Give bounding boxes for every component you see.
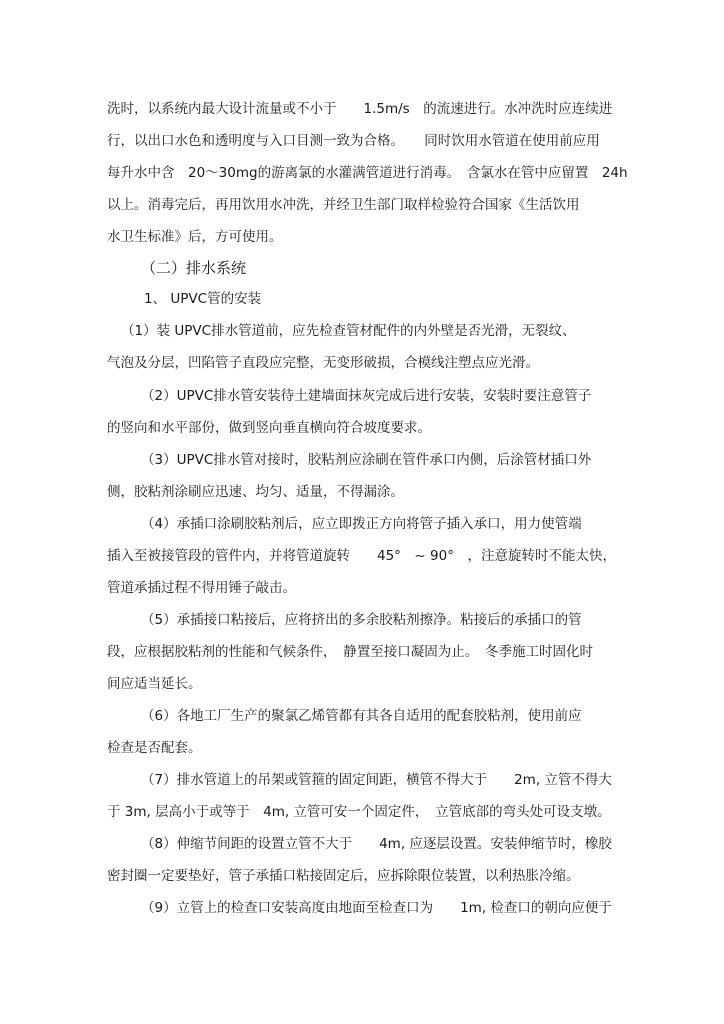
text-line: 气泡及分层，凹陷管子直段应完整，无变形破损，合模线注塑点应光滑。 [107, 355, 539, 371]
text-line: 插入至被接管段的管件内，并将管道旋转 45° ~ 90° ，注意旋转时不能太快， [107, 548, 616, 564]
text-line: 洗时，以系统内最大设计流量或不小于 1.5m/s 的流速进行。水冲洗时应连续进 [107, 101, 613, 117]
text-line: （9）立管上的检查口安装高度由地面至检查口为 1m, 检查口的朝向应便于 [141, 900, 612, 916]
text-line: 水卫生标准》后，方可使用。 [107, 229, 283, 245]
text-line: （2）UPVC排水管安装待土建墙面抹灰完成后进行安装，安装时要注意管子 [141, 388, 592, 404]
text-line: （7）排水管道上的吊架或管箍的固定间距，横管不得大于 2m, 立管不得大 [141, 772, 612, 788]
subsection-heading: 1、 UPVC管的安装 [144, 291, 262, 307]
text-line: 于 3m, 层高小于或等于 4m, 立管可安一个固定件， 立管底部的弯头处可设支墩。 [107, 804, 611, 820]
text-line: （5）承插接口粘接后，应将挤出的多余胶粘剂擦净。粘接后的承插口的管 [141, 612, 582, 628]
text-line: 侧，胶粘剂涂刷应迅速、均匀、适量，不得漏涂。 [107, 484, 404, 500]
text-line: （3）UPVC排水管对接时，胶粘剂应涂刷在管件承口内侧，后涂管材插口外 [141, 452, 592, 468]
section-heading: （二）排水系统 [141, 259, 247, 277]
text-line: （4）承插口涂刷胶粘剂后，应立即拨正方向将管子插入承口，用力使管端 [141, 516, 582, 532]
text-line: 管道承插过程不得用锤子敲击。 [107, 580, 296, 596]
text-line: 检查是否配套。 [107, 740, 202, 756]
text-line: （6）各地工厂生产的聚氯乙烯管都有其各自适用的配套胶粘剂，使用前应 [141, 708, 582, 724]
text-line: 以上。消毒完后，再用饮用水冲洗，并经卫生部门取样检验符合国家《生活饮用 [107, 197, 580, 213]
text-line: 密封圈一定要垫好，管子承插口粘接固定后，应拆除限位装置，以利热胀冷缩。 [107, 868, 580, 884]
text-line: 段，应根据胶粘剂的性能和气候条件， 静置至接口凝固为止。 冬季施工时固化时 [107, 644, 593, 660]
text-line: （8）伸缩节间距的设置立管不大于 4m, 应逐层设置。安装伸缩节时，橡胶 [141, 836, 612, 852]
text-line: 间应适当延长。 [107, 676, 202, 692]
text-line: 的竖向和水平部份，做到竖向垂直横向符合坡度要求。 [107, 420, 431, 436]
text-line: （1）装 UPVC排水管道前，应先检查管材配件的内外壁是否光滑，无裂纹、 [121, 323, 576, 339]
text-line: 每升水中含 20～30mg的游离氯的水灌满管道进行消毒。 含氯水在管中应留置 24h [107, 165, 628, 181]
text-line: 行，以出口水色和透明度与入口目测一致为合格。 同时饮用水管道在使用前应用 [107, 133, 600, 149]
